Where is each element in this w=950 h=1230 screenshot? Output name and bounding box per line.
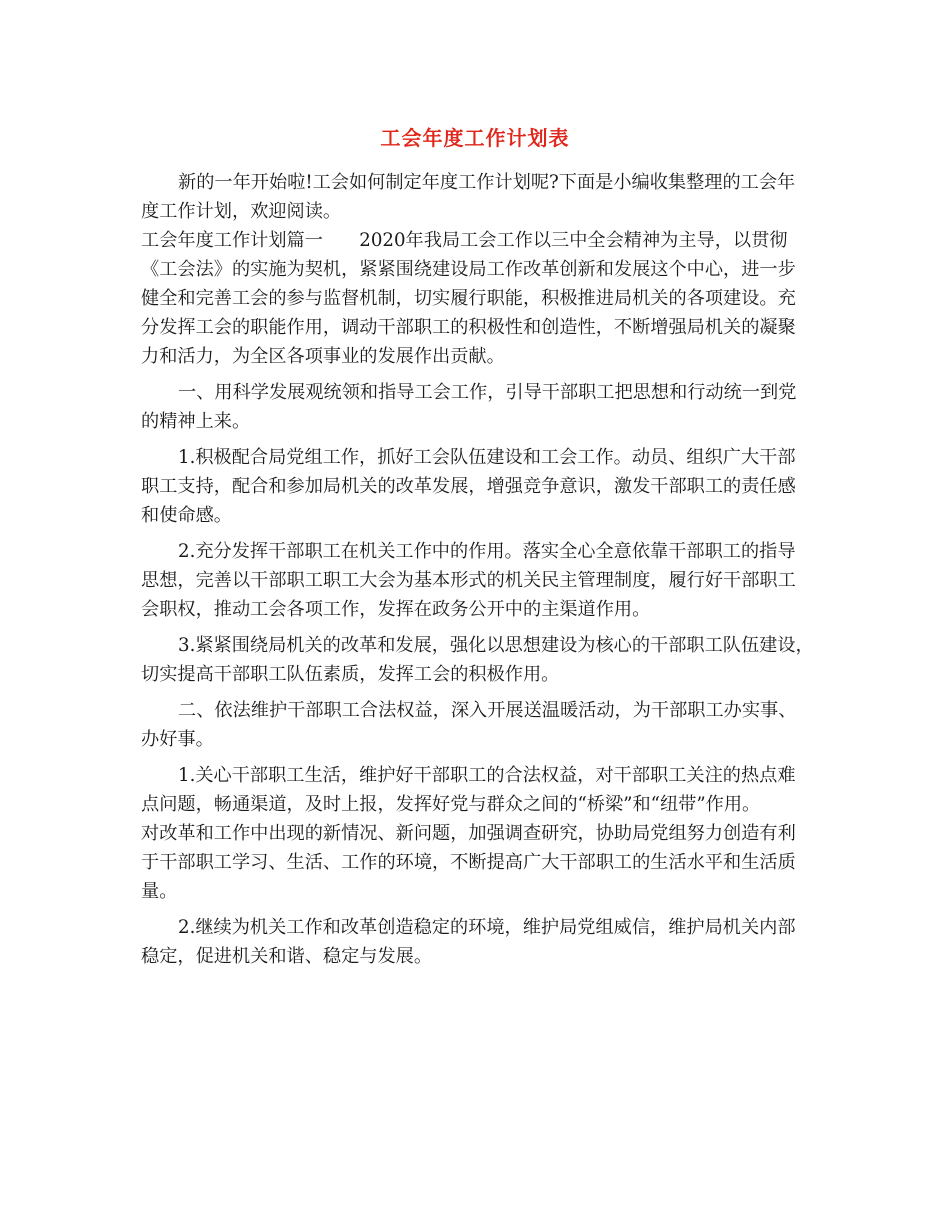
paragraph-line: 工会年度工作计划篇一 2020年我局工会工作以三中全会精神为主导，以贯彻 xyxy=(141,230,788,251)
paragraph-line: 的精神上来。 xyxy=(141,411,251,432)
paragraph-line: 健全和完善工会的参与监督机制，切实履行职能，积极推进局机关的各项建设。充 xyxy=(141,288,796,309)
paragraph-line: 《工会法》的实施为契机，紧紧围绕建设局工作改革创新和发展这个中心，进一步 xyxy=(141,259,796,280)
paragraph-line: 切实提高干部职工队伍素质，发挥工会的积极作用。 xyxy=(141,664,560,685)
paragraph-line: 2.继续为机关工作和改革创造稳定的环境，维护局党组威信，维护局机关内部 xyxy=(178,917,796,938)
paragraph-line: 于干部职工学习、生活、工作的环境，不断提高广大干部职工的生活水平和生活质 xyxy=(141,852,796,873)
document-body xyxy=(141,168,824,971)
paragraph-line: 二、依法维护干部职工合法权益，深入开展送温暖活动，为干部职工办实事、 xyxy=(178,700,797,721)
paragraph-line: 2.充分发挥干部职工在机关工作中的作用。落实全心全意依靠干部职工的指导 xyxy=(178,541,796,562)
paragraph-line: 对改革和工作中出现的新情况、新问题，加强调查研究，协助局党组努力创造有利 xyxy=(141,823,796,844)
paragraph-line: 点问题，畅通渠道，及时上报，发挥好党与群众之间的“桥梁”和“纽带”作用。 xyxy=(141,794,761,815)
paragraph-line: 1.关心干部职工生活，维护好干部职工的合法权益，对干部职工关注的热点难 xyxy=(178,765,796,786)
paragraph-line: 量。 xyxy=(141,881,178,902)
paragraph-line: 新的一年开始啦!工会如何制定年度工作计划呢?下面是小编收集整理的工会年 xyxy=(178,172,796,193)
paragraph-line: 力和活力，为全区各项事业的发展作出贡献。 xyxy=(141,346,505,367)
paragraph-line: 办好事。 xyxy=(141,729,214,750)
paragraph-line: 一、用科学发展观统领和指导工会工作，引导干部职工把思想和行动统一到党 xyxy=(178,382,797,403)
paragraph-line: 1.积极配合局党组工作，抓好工会队伍建设和工会工作。动员、组织广大干部 xyxy=(178,447,796,468)
document-title: 工会年度工作计划表 xyxy=(380,126,570,150)
paragraph-line: 3.紧紧围绕局机关的改革和发展，强化以思想建设为核心的干部职工队伍建设， xyxy=(178,635,814,656)
paragraph-line: 会职权，推动工会各项工作，发挥在政务公开中的主渠道作用。 xyxy=(141,599,651,620)
paragraph-line: 职工支持，配合和参加局机关的改革发展，增强竞争意识，激发干部职工的责任感 xyxy=(141,476,796,497)
paragraph-line: 思想，完善以干部职工职工大会为基本形式的机关民主管理制度，履行好干部职工 xyxy=(141,570,796,591)
paragraph-line: 度工作计划，欢迎阅读。 xyxy=(141,201,342,222)
paragraph-line: 分发挥工会的职能作用，调动干部职工的积极性和创造性，不断增强局机关的凝聚 xyxy=(141,317,796,338)
paragraph-line: 稳定，促进机关和谐、稳定与发展。 xyxy=(141,946,433,967)
paragraph-line: 和使命感。 xyxy=(141,505,232,526)
